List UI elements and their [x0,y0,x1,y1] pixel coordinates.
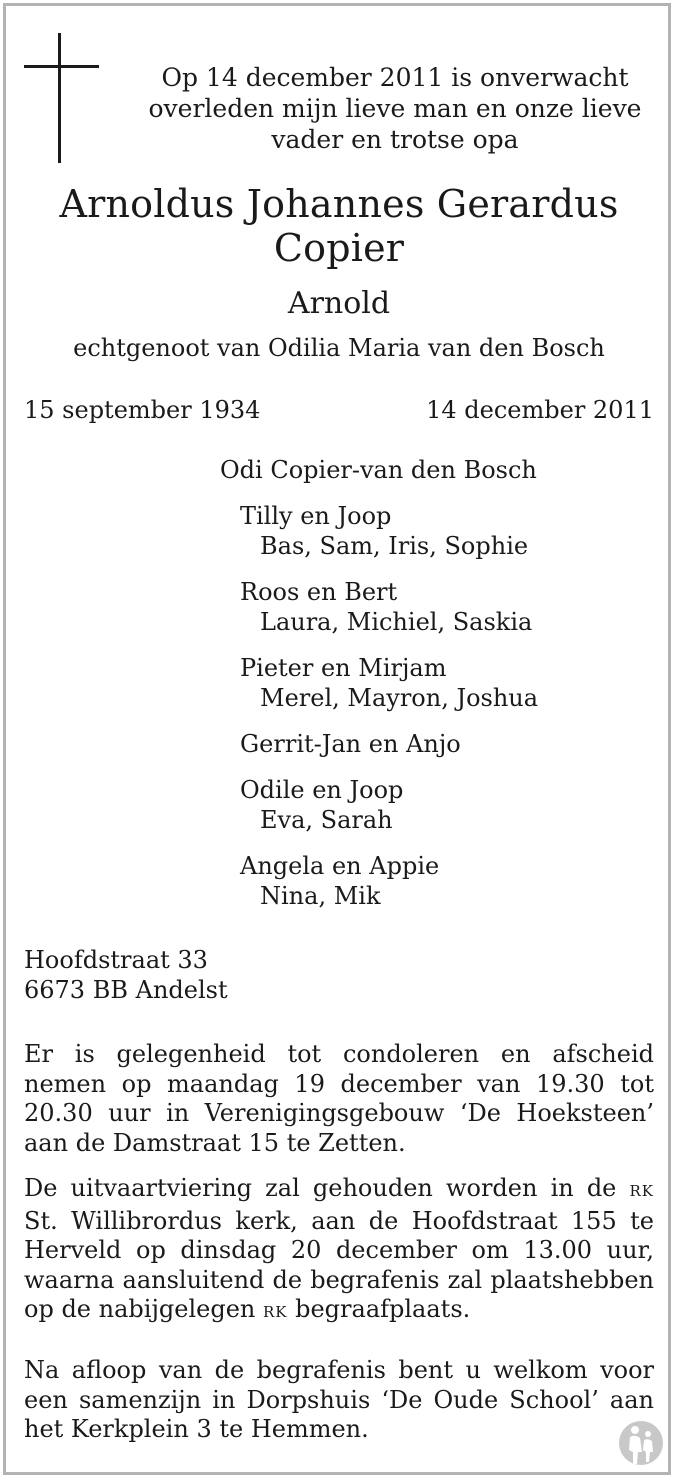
funeral-text: St. Willibrordus kerk, aan de Hoofdstraat 155 te Herveld op dinsdag 20 december om 13.00 uur, waarna aansluitend de begrafenis zal plaatshebben op de nabijgelegen [24,1206,654,1323]
family-group [240,729,538,759]
family-group [240,653,538,713]
funeral-paragraph [24,1174,654,1328]
intro-text [140,62,650,155]
family-grandchildren: Bas, Sam, Iris, Sophie [260,532,529,560]
intro-line: Op 14 december 2011 is onverwacht [161,63,629,92]
family-group [240,775,538,835]
life-dates [24,395,654,425]
spouse-line: echtgenoot van Odilia Maria van den Bosch [73,334,605,362]
family-grandchildren: Eva, Sarah [260,806,393,834]
family-group [240,851,538,911]
family-group [240,501,538,561]
intro-line: vader en trotse opa [271,125,519,154]
family-grandchildren: Merel, Mayron, Joshua [260,684,539,712]
funeral-text: De uitvaartviering zal gehouden worden in de [24,1174,630,1202]
family-list [220,455,538,911]
family-parents: Angela en Appie [240,852,440,880]
rk-abbreviation: RK [262,1303,288,1321]
rk-abbreviation: RK [629,1182,654,1200]
family-parents: Gerrit-Jan en Anjo [240,730,461,758]
family-parents: Tilly en Joop [240,502,392,530]
deceased-surname: Copier [273,226,405,270]
deceased-full-name [0,182,678,270]
condolence-paragraph: Er is gelegenheid tot condoleren en afscheid nemen op maandag 19 december van 19.30 tot 20.30 uur in Verenigingsgebouw ‘De Hoeksteen’ aan de Damstraat 15 te Zetten. [24,1040,654,1157]
family-grandchildren: Nina, Mik [260,882,381,910]
deceased-given-names: Arnoldus Johannes Gerardus [59,182,619,226]
address-street: Hoofdstraat 33 [24,946,208,974]
family-parents: Odile en Joop [240,776,404,804]
family-group [240,577,538,637]
funeral-text: begraafplaats. [287,1295,471,1323]
mourning-figure-icon [618,1420,664,1466]
family-parents: Pieter en Mirjam [240,654,447,682]
deceased-nickname: Arnold [287,286,391,321]
family-parents: Roos en Bert [240,578,398,606]
death-date: 14 december 2011 [426,396,654,424]
intro-line: overleden mijn lieve man en onze lieve [148,94,642,123]
birth-date: 15 september 1934 [24,396,261,424]
address-city: 6673 BB Andelst [24,976,228,1004]
family-grandchildren: Laura, Michiel, Saskia [260,608,533,636]
home-address [24,945,228,1005]
widow-name: Odi Copier-van den Bosch [220,456,537,484]
gathering-paragraph: Na afloop van de begrafenis bent u welkom voor een samenzijn in Dorpshuis ‘De Oude School’ aan het Kerkplein 3 te Hemmen. [24,1356,654,1443]
